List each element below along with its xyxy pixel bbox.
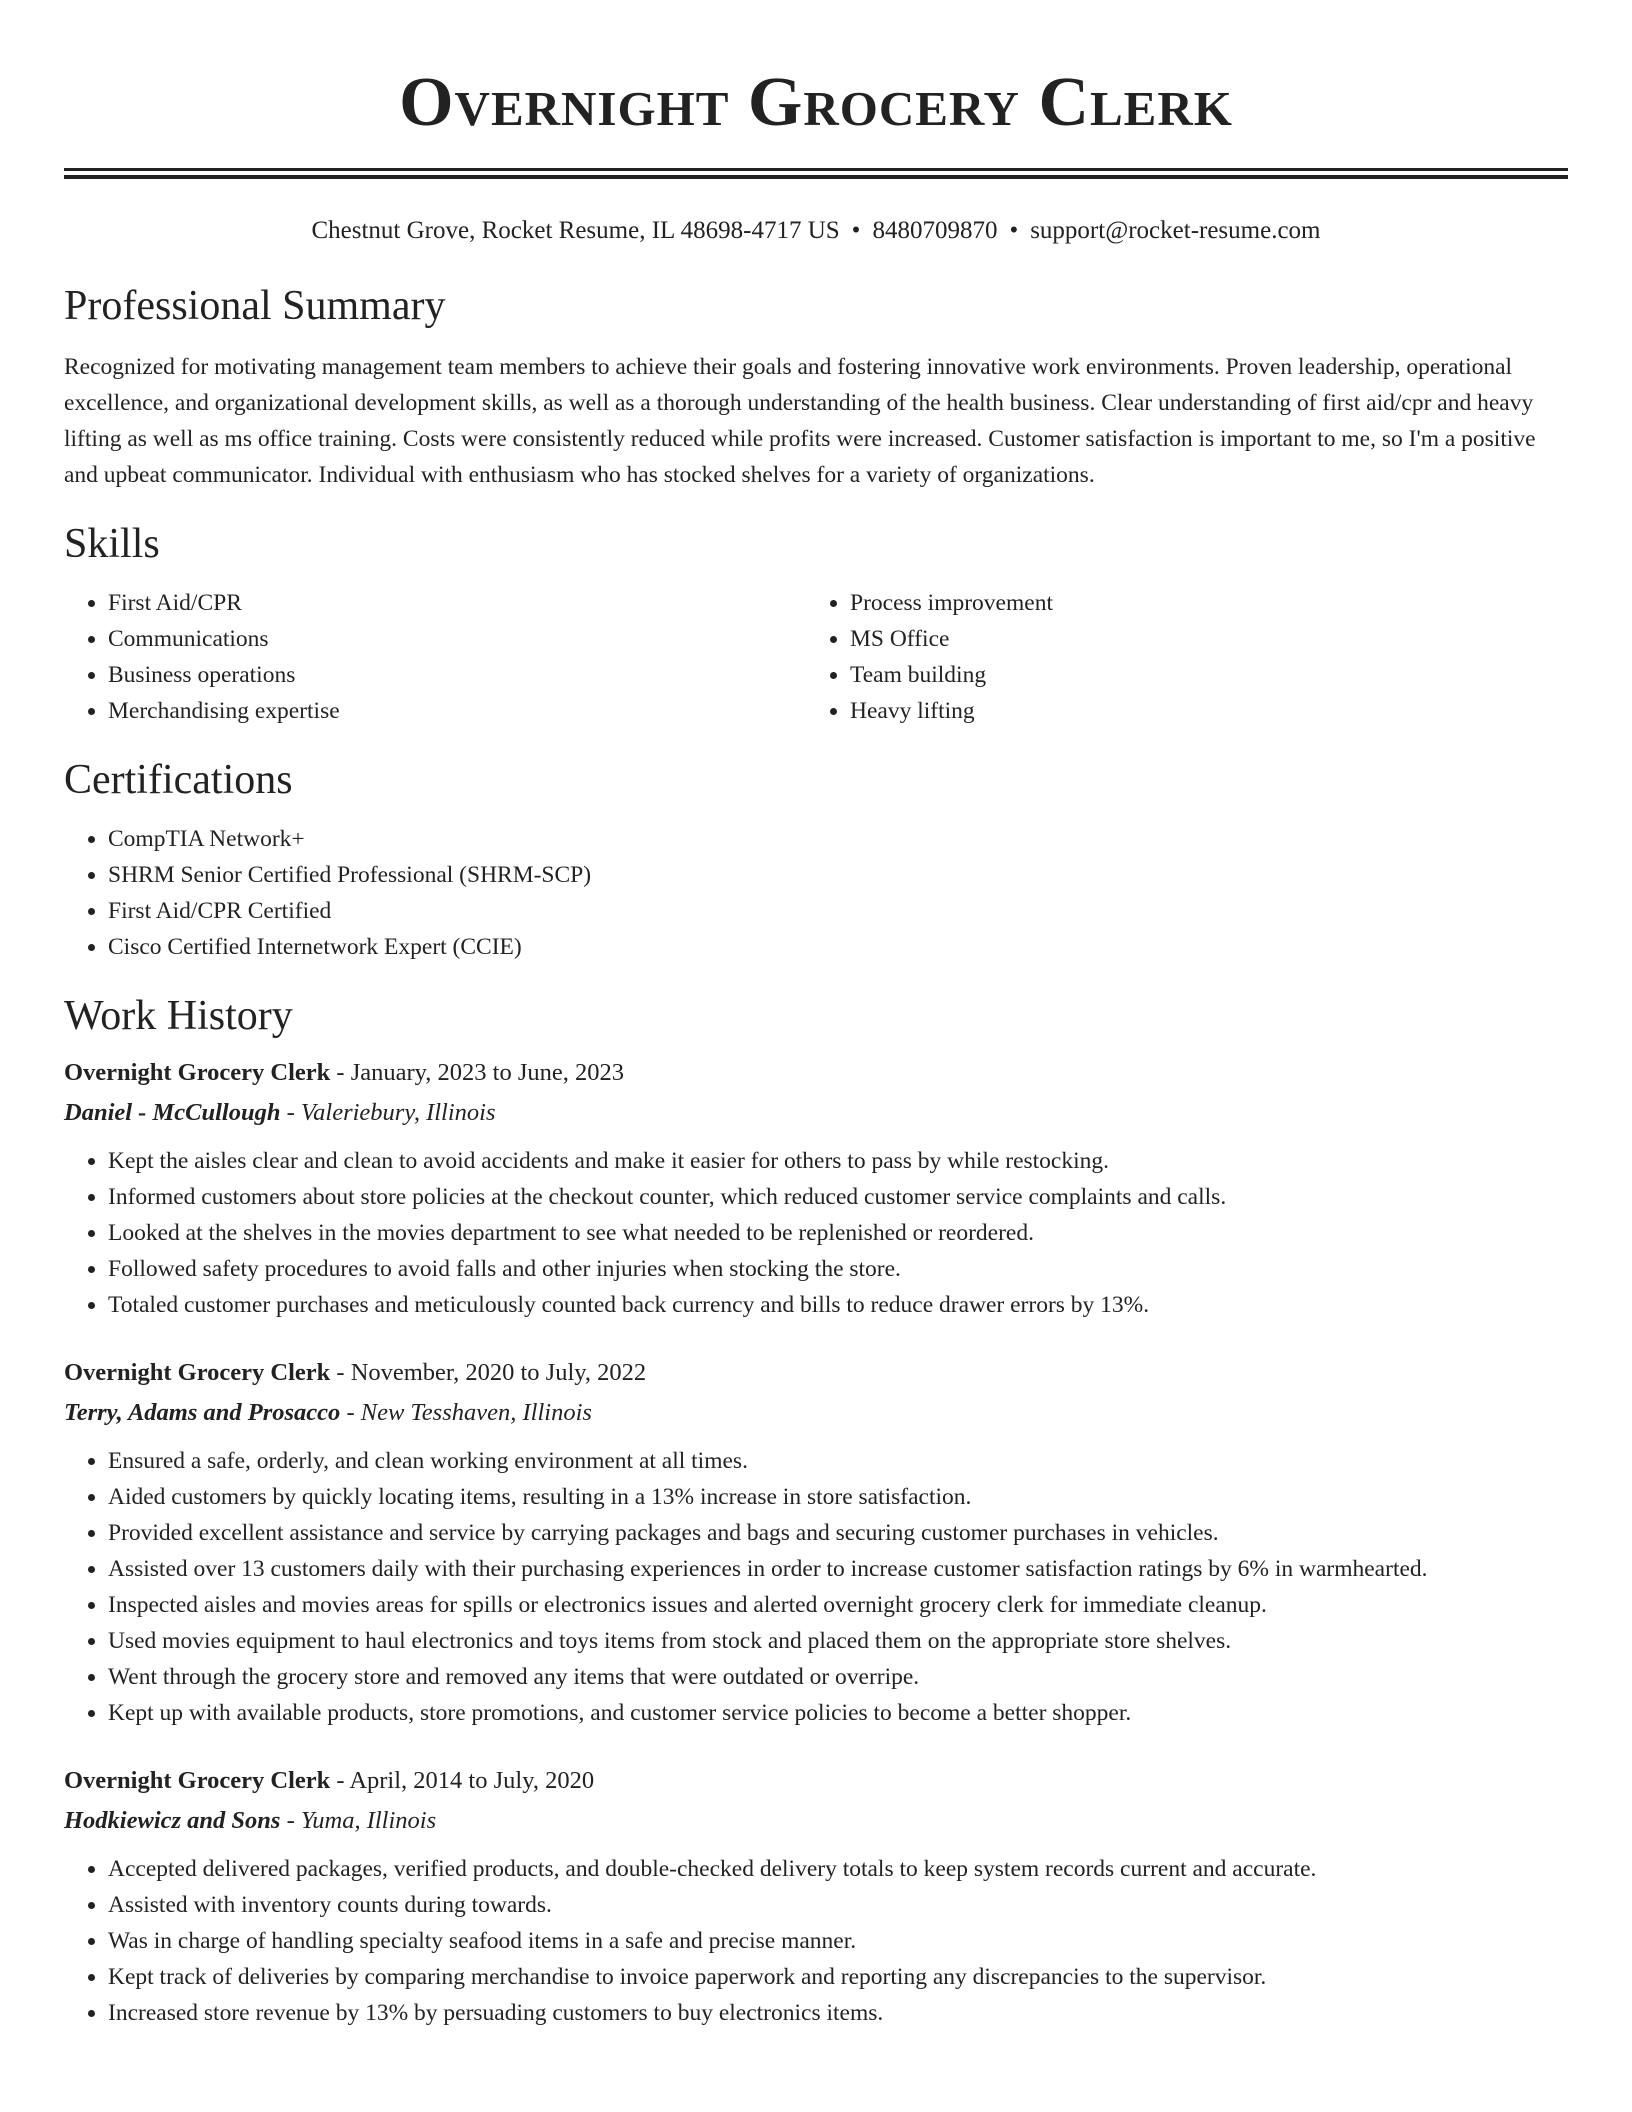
- work-history-section: [64, 991, 1568, 2031]
- job-company-line: Terry, Adams and Prosacco - New Tesshaven, Illinois: [64, 1399, 592, 1426]
- job-bullet: • Went through the grocery store and removed any items that were outdated or overripe.: [108, 1659, 1568, 1695]
- certification-item: • CompTIA Network+: [108, 821, 1568, 857]
- job-entry: [64, 1053, 1568, 1323]
- skill-item: • Process improvement: [850, 585, 1548, 621]
- job-location: Yuma, Illinois: [300, 1807, 437, 1834]
- job-bullet: • Informed customers about store policies at the checkout counter, which reduced customer service complaints and calls.: [108, 1179, 1568, 1215]
- certifications-section: [64, 755, 1568, 965]
- job-company: Daniel - McCullough: [64, 1099, 281, 1126]
- contact-address: Chestnut Grove, Rocket Resume, IL 48698-4717 US: [311, 217, 840, 244]
- job-company: Hodkiewicz and Sons: [64, 1807, 281, 1834]
- job-entry: [64, 1761, 1568, 2031]
- job-entry: [64, 1353, 1568, 1731]
- skill-item: • MS Office: [850, 621, 1548, 657]
- skills-heading: Skills: [64, 521, 160, 567]
- contact-email: support@rocket-resume.com: [1030, 217, 1321, 244]
- certification-item: • First Aid/CPR Certified: [108, 893, 1568, 929]
- job-title-line: Overnight Grocery Clerk - April, 2014 to July, 2020: [64, 1767, 595, 1794]
- job-location: Valeriebury, Illinois: [300, 1099, 496, 1126]
- job-bullet: • Followed safety procedures to avoid falls and other injuries when stocking the store.: [108, 1251, 1568, 1287]
- job-bullet: • Ensured a safe, orderly, and clean working environment at all times.: [108, 1443, 1568, 1479]
- job-bullet: • Provided excellent assistance and service by carrying packages and bags and securing customer purchases in vehicles.: [108, 1515, 1568, 1551]
- job-dates: November, 2020 to July, 2022: [350, 1359, 647, 1386]
- job-bullet: • Kept the aisles clear and clean to avoid accidents and make it easier for others to pass by while restocking.: [108, 1143, 1568, 1179]
- job-bullet: • Kept track of deliveries by comparing merchandise to invoice paperwork and reporting any discrepancies to the supervisor.: [108, 1959, 1568, 1995]
- job-bullet: • Totaled customer purchases and meticulously counted back currency and bills to reduce drawer errors by 13%.: [108, 1287, 1568, 1323]
- job-dates: January, 2023 to June, 2023: [350, 1059, 625, 1086]
- certification-item: • Cisco Certified Internetwork Expert (CCIE): [108, 929, 1568, 965]
- job-bullet: • Was in charge of handling specialty seafood items in a safe and precise manner.: [108, 1923, 1568, 1959]
- job-bullet: • Kept up with available products, store promotions, and customer service policies to become a better shopper.: [108, 1695, 1568, 1731]
- skill-item: • Heavy lifting: [850, 693, 1548, 729]
- job-bullet: • Increased store revenue by 13% by persuading customers to buy electronics items.: [108, 1995, 1568, 2031]
- summary-heading: Professional Summary: [64, 283, 446, 329]
- skill-item: • Communications: [108, 621, 806, 657]
- title-divider: [64, 168, 1568, 179]
- job-location: New Tesshaven, Illinois: [360, 1399, 592, 1426]
- job-title: Overnight Grocery Clerk: [64, 1359, 331, 1386]
- summary-text: Recognized for motivating management team members to achieve their goals and fostering innovative work environments. Proven leadership, operational excellence, and organizational development skills, as well as a thorough understanding of the health business. Clear understanding of first aid/cpr and heavy lifting as well as ms office training. Costs were consistently reduced while profits were increased. Customer satisfaction is important to me, so I'm a positive and upbeat communicator. Individual with enthusiasm who has stocked shelves for a variety of organizations.: [64, 354, 1536, 488]
- job-bullet: • Aided customers by quickly locating items, resulting in a 13% increase in store satisfaction.: [108, 1479, 1568, 1515]
- contact-phone: 8480709870: [872, 217, 998, 244]
- job-title: Overnight Grocery Clerk: [64, 1059, 331, 1086]
- contact-separator: •: [851, 217, 861, 244]
- job-bullet: • Accepted delivered packages, verified products, and double-checked delivery totals to keep system records current and accurate.: [108, 1851, 1568, 1887]
- skill-item: • First Aid/CPR: [108, 585, 806, 621]
- job-bullet: • Used movies equipment to haul electronics and toys items from stock and placed them on the appropriate store shelves.: [108, 1623, 1568, 1659]
- contact-line: [64, 215, 1568, 247]
- job-dates: April, 2014 to July, 2020: [349, 1767, 595, 1794]
- job-company: Terry, Adams and Prosacco: [64, 1399, 341, 1426]
- skill-item: • Team building: [850, 657, 1548, 693]
- skills-grid: [64, 585, 1568, 729]
- skill-item: • Business operations: [108, 657, 806, 693]
- job-company-line: Hodkiewicz and Sons - Yuma, Illinois: [64, 1807, 437, 1834]
- job-bullet: • Assisted with inventory counts during towards.: [108, 1887, 1568, 1923]
- certifications-heading: Certifications: [64, 757, 293, 803]
- job-company-line: Daniel - McCullough - Valeriebury, Illinois: [64, 1099, 496, 1126]
- job-bullet: • Assisted over 13 customers daily with their purchasing experiences in order to increase customer satisfaction ratings by 6% in warmhearted.: [108, 1551, 1568, 1587]
- resume-page: [64, 0, 1568, 2031]
- skills-column-right: [806, 585, 1548, 729]
- summary-section: [64, 281, 1568, 493]
- resume-title: Overnight Grocery Clerk: [399, 64, 1233, 141]
- skill-item: • Merchandising expertise: [108, 693, 806, 729]
- skills-section: [64, 519, 1568, 729]
- work-history-heading: Work History: [64, 993, 293, 1039]
- contact-separator: •: [1009, 217, 1019, 244]
- job-title-line: Overnight Grocery Clerk - November, 2020 to July, 2022: [64, 1359, 647, 1386]
- job-title: Overnight Grocery Clerk: [64, 1767, 331, 1794]
- job-title-line: Overnight Grocery Clerk - January, 2023 to June, 2023: [64, 1059, 625, 1086]
- certification-item: • SHRM Senior Certified Professional (SHRM-SCP): [108, 857, 1568, 893]
- job-bullet: • Inspected aisles and movies areas for spills or electronics issues and alerted overnight grocery clerk for immediate cleanup.: [108, 1587, 1568, 1623]
- job-bullet: • Looked at the shelves in the movies department to see what needed to be replenished or reordered.: [108, 1215, 1568, 1251]
- skills-column-left: [64, 585, 806, 729]
